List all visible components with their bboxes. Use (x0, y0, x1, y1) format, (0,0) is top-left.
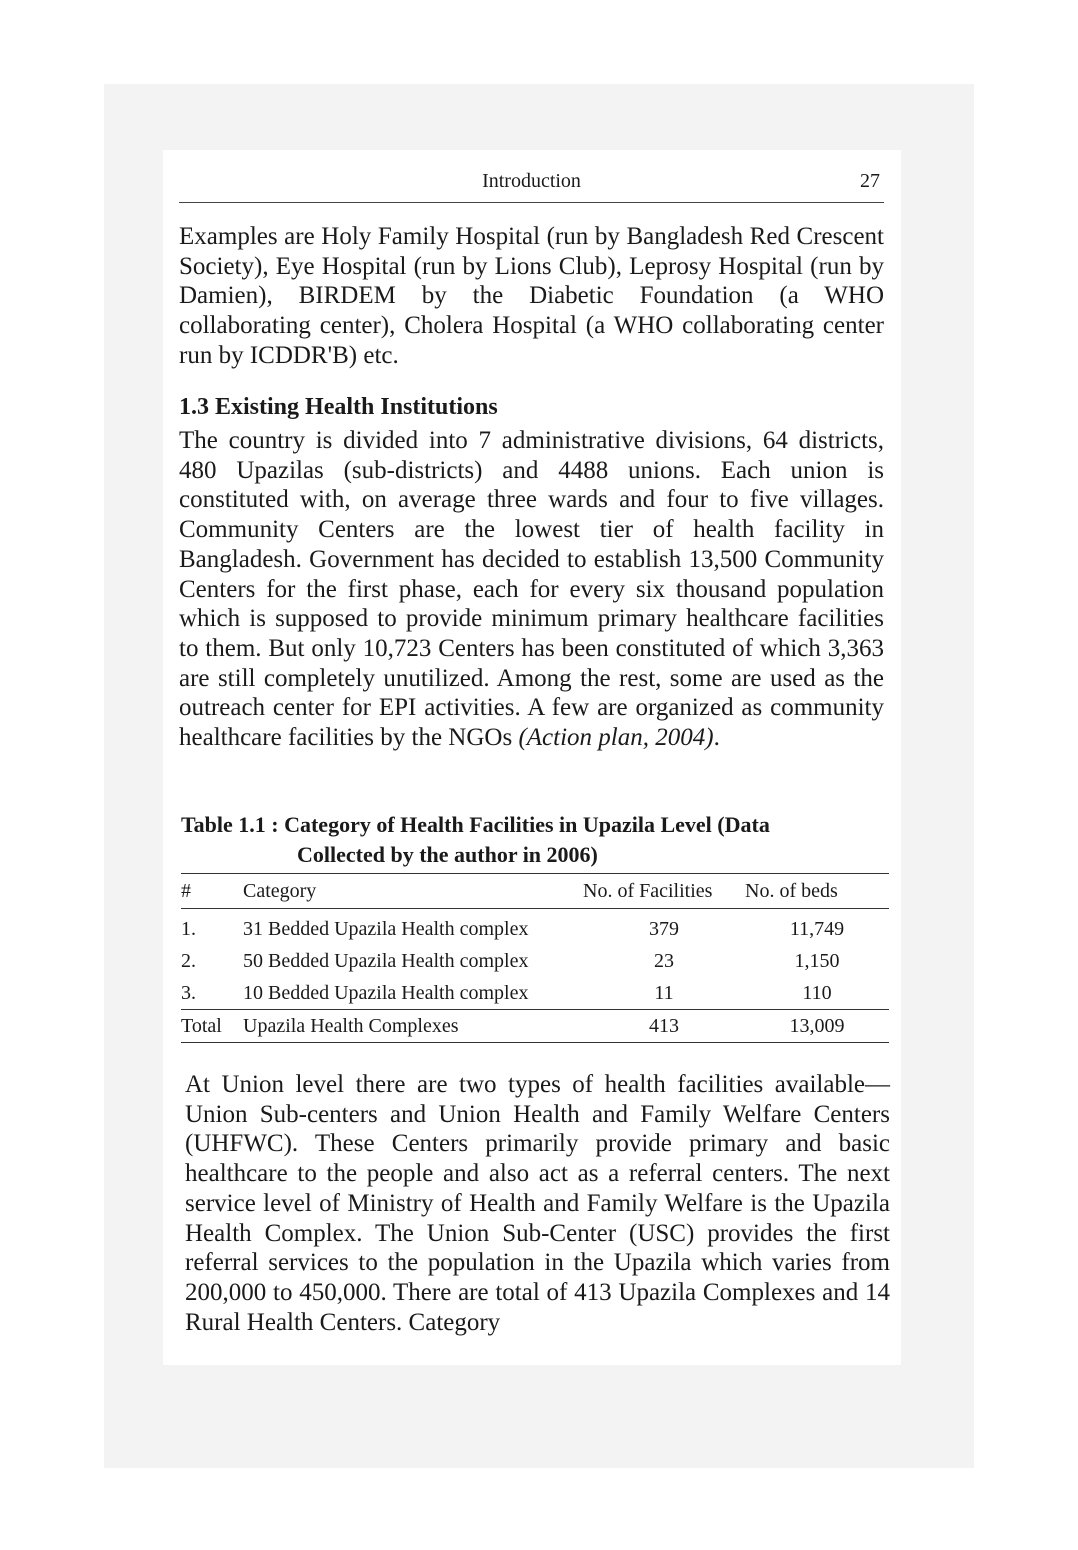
row-facilities: 23 (654, 949, 674, 972)
header-category: Category (243, 874, 583, 909)
citation: (Action plan, 2004) (518, 724, 714, 752)
paragraph-end: . (713, 724, 720, 752)
row-beds: 110 (802, 981, 832, 1004)
table-caption-text-1: Category of Health Facilities in Upazila Level (Data (284, 812, 770, 837)
section-heading: 1.3 Existing Health Institutions (179, 394, 498, 420)
row-number: 3. (181, 981, 196, 1004)
running-header (179, 168, 884, 203)
book-page (163, 150, 901, 1365)
table-header-row (181, 874, 889, 909)
total-facilities: 413 (583, 1010, 745, 1043)
table-row (181, 977, 889, 1010)
paragraph-body: The country is divided into 7 administrative divisions, 64 districts, 480 Upazilas (sub-districts) and 4488 unions. Each union is constituted with, on average three wards and four to five villages. Community Centers are the lowest tier of health facility in Bangladesh. Government has decided to establish 13,500 Community Centers for the first phase, each for every six thousand population which is supposed to provide minimum primary healthcare facilities to them. But only 10,723 Centers has been constituted of which 3,363 are still completely unutilized. Among the rest, some are used as the outreach center for EPI activities. A few are organized as community healthcare facilities by the NGOs (179, 427, 884, 752)
header-beds: No. of beds (745, 874, 889, 909)
header-number: # (181, 874, 243, 909)
paragraph-existing-institutions (179, 426, 884, 753)
page-number: 27 (860, 170, 880, 192)
facilities-table (181, 873, 889, 1043)
row-category: 31 Bedded Upazila Health complex (243, 917, 529, 940)
header-facilities: No. of Facilities (583, 874, 745, 909)
total-beds: 13,009 (745, 1010, 889, 1043)
row-beds: 1,150 (794, 949, 840, 972)
table-row (181, 909, 889, 946)
row-facilities: 379 (649, 917, 679, 940)
row-number: 2. (181, 949, 196, 972)
row-facilities: 11 (654, 981, 674, 1004)
table-caption (181, 810, 887, 870)
running-title: Introduction (482, 170, 581, 192)
row-number: 1. (181, 917, 196, 940)
row-beds: 11,749 (789, 917, 845, 940)
paragraph-union-level: At Union level there are two types of health facilities available—Union Sub-centers and Union Health and Family Welfare Centers (UHFWC). These Centers primarily provide primary and basic healthcare to the people and also act as a referral centers. The next service level of Ministry of Health and Family Welfare is the Upazila Health Complex. The Union Sub-Center (USC) provides the first referral services to the population in the Upazila which varies from 200,000 to 450,000. There are total of 413 Upazila Complexes and 14 Rural Health Centers. Category (185, 1071, 890, 1336)
table-row (181, 945, 889, 977)
table-caption-text-2: Collected by the author in 2006) (297, 842, 598, 867)
table-caption-label: Table 1.1 : (181, 812, 279, 837)
row-category: 50 Bedded Upazila Health complex (243, 949, 529, 972)
row-category: 10 Bedded Upazila Health complex (243, 981, 529, 1004)
total-category: Upazila Health Complexes (243, 1010, 583, 1043)
total-label: Total (181, 1010, 243, 1043)
paragraph-examples: Examples are Holy Family Hospital (run by Bangladesh Red Crescent Society), Eye Hospital (run by Lions Club), Leprosy Hospital (run by Damien), BIRDEM by the Diabetic Foundation (a WHO collaborating center), Cholera Hospital (a WHO collaborating center run by ICDDR'B) etc. (179, 223, 884, 369)
table-total-row (181, 1010, 889, 1043)
